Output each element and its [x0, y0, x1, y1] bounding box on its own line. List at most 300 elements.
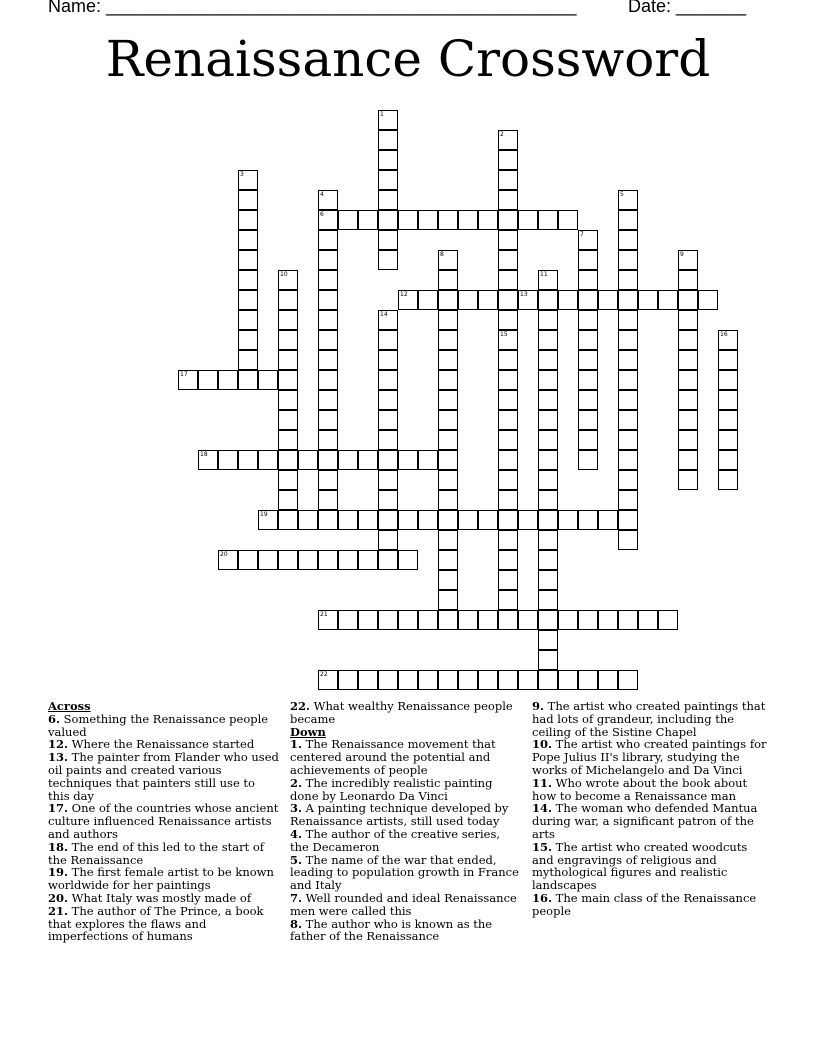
clue-number: 19	[260, 511, 268, 518]
grid-cell[interactable]	[358, 450, 378, 470]
grid-cell[interactable]	[278, 350, 298, 370]
clue-number-label: 13.	[48, 750, 69, 765]
grid-cell[interactable]	[578, 510, 598, 530]
grid-cell[interactable]	[498, 510, 518, 530]
grid-cell[interactable]	[618, 250, 638, 270]
grid-cell[interactable]	[278, 430, 298, 450]
grid-cell[interactable]	[378, 150, 398, 170]
clue-down-3: 3. A painting technique developed by Renaissance artists, still used today	[290, 801, 509, 829]
clue-number-label: 14.	[532, 801, 553, 816]
grid-cell[interactable]	[498, 190, 518, 210]
grid-cell[interactable]	[438, 410, 458, 430]
grid-cell[interactable]	[438, 610, 458, 630]
grid-cell[interactable]	[578, 350, 598, 370]
grid-cell[interactable]	[458, 210, 478, 230]
grid-cell[interactable]	[318, 490, 338, 510]
grid-cell[interactable]	[518, 210, 538, 230]
clue-down-7: 7. Well rounded and ideal Renaissance men were called this	[290, 890, 517, 918]
grid-cell[interactable]	[598, 610, 618, 630]
grid-cell[interactable]	[258, 370, 278, 390]
grid-cell[interactable]	[238, 270, 258, 290]
grid-cell[interactable]	[238, 170, 258, 190]
clue-number: 7	[580, 231, 584, 238]
date-field[interactable]: Date: _______	[628, 0, 747, 16]
grid-cell[interactable]	[578, 310, 598, 330]
grid-cell[interactable]	[498, 290, 518, 310]
grid-cell[interactable]	[398, 450, 418, 470]
grid-cell[interactable]	[438, 250, 458, 270]
grid-cell[interactable]	[518, 290, 538, 310]
grid-cell[interactable]	[598, 510, 618, 530]
clue-number-label: 11.	[532, 775, 553, 790]
clue-number-label: 5.	[290, 852, 303, 867]
grid-cell[interactable]	[498, 330, 518, 350]
grid-cell[interactable]	[378, 350, 398, 370]
grid-cell[interactable]	[378, 470, 398, 490]
grid-cell[interactable]	[538, 670, 558, 690]
grid-cell[interactable]	[378, 510, 398, 530]
grid-cell[interactable]	[438, 370, 458, 390]
grid-cell[interactable]	[498, 570, 518, 590]
grid-cell[interactable]	[478, 670, 498, 690]
clue-number-label: 20.	[48, 890, 69, 905]
grid-cell[interactable]	[378, 230, 398, 250]
grid-cell[interactable]	[438, 270, 458, 290]
grid-cell[interactable]	[438, 450, 458, 470]
grid-cell[interactable]	[278, 410, 298, 430]
grid-cell[interactable]	[438, 570, 458, 590]
grid-cell[interactable]	[498, 310, 518, 330]
grid-cell[interactable]	[418, 610, 438, 630]
grid-cell[interactable]	[418, 450, 438, 470]
grid-cell[interactable]	[538, 510, 558, 530]
grid-cell[interactable]	[618, 210, 638, 230]
grid-cell[interactable]	[538, 430, 558, 450]
grid-cell[interactable]	[538, 370, 558, 390]
grid-cell[interactable]	[678, 270, 698, 290]
grid-cell[interactable]	[498, 350, 518, 370]
grid-cell[interactable]	[578, 610, 598, 630]
grid-cell[interactable]	[378, 530, 398, 550]
grid-cell[interactable]	[498, 550, 518, 570]
grid-cell[interactable]	[678, 370, 698, 390]
grid-cell[interactable]	[518, 510, 538, 530]
grid-cell[interactable]	[238, 450, 258, 470]
grid-cell[interactable]	[678, 430, 698, 450]
grid-cell[interactable]	[618, 510, 638, 530]
clue-number-label: 10.	[532, 737, 553, 752]
grid-cell[interactable]	[438, 350, 458, 370]
grid-cell[interactable]	[418, 290, 438, 310]
grid-cell[interactable]	[318, 230, 338, 250]
grid-cell[interactable]	[678, 250, 698, 270]
grid-cell[interactable]	[218, 550, 238, 570]
grid-cell[interactable]	[498, 610, 518, 630]
clue-number-label: 8.	[290, 916, 303, 931]
grid-cell[interactable]	[438, 430, 458, 450]
grid-cell[interactable]	[638, 610, 658, 630]
grid-cell[interactable]	[678, 290, 698, 310]
grid-cell[interactable]	[318, 470, 338, 490]
grid-cell[interactable]	[278, 310, 298, 330]
grid-cell[interactable]	[338, 670, 358, 690]
grid-cell[interactable]	[498, 530, 518, 550]
grid-cell[interactable]	[658, 610, 678, 630]
grid-cell[interactable]	[438, 530, 458, 550]
grid-cell[interactable]	[398, 550, 418, 570]
grid-cell[interactable]	[378, 330, 398, 350]
grid-cell[interactable]	[538, 330, 558, 350]
clue-number-label: 16.	[532, 890, 553, 905]
clue-number: 10	[280, 271, 288, 278]
grid-cell[interactable]	[558, 510, 578, 530]
grid-cell[interactable]	[498, 170, 518, 190]
grid-cell[interactable]	[238, 190, 258, 210]
grid-cell[interactable]	[718, 390, 738, 410]
grid-cell[interactable]	[518, 610, 538, 630]
grid-cell[interactable]	[618, 350, 638, 370]
clue-number-label: 3.	[290, 801, 303, 816]
grid-cell[interactable]	[618, 370, 638, 390]
grid-cell[interactable]	[618, 450, 638, 470]
grid-cell[interactable]	[538, 590, 558, 610]
grid-cell[interactable]	[378, 210, 398, 230]
grid-cell[interactable]	[538, 650, 558, 670]
grid-cell[interactable]	[618, 490, 638, 510]
grid-cell[interactable]	[678, 390, 698, 410]
grid-cell[interactable]	[718, 330, 738, 350]
grid-cell[interactable]	[398, 610, 418, 630]
clue-down-10: 10. The artist who created paintings for Pope Julius II's library, studying the works of Michelangelo and Da Vinci	[532, 737, 767, 777]
grid-cell[interactable]	[538, 310, 558, 330]
grid-cell[interactable]	[358, 510, 378, 530]
grid-cell[interactable]	[618, 610, 638, 630]
grid-cell[interactable]	[538, 390, 558, 410]
grid-cell[interactable]	[458, 510, 478, 530]
grid-cell[interactable]	[318, 550, 338, 570]
clue-number-label: 1.	[290, 737, 303, 752]
grid-cell[interactable]	[318, 190, 338, 210]
grid-cell[interactable]	[378, 190, 398, 210]
grid-cell[interactable]	[538, 210, 558, 230]
grid-cell[interactable]	[418, 670, 438, 690]
clue-number-label: 4.	[290, 826, 303, 841]
grid-cell[interactable]	[318, 510, 338, 530]
across-heading: Across	[48, 699, 91, 713]
grid-cell[interactable]	[458, 670, 478, 690]
grid-cell[interactable]	[538, 270, 558, 290]
name-field[interactable]: Name: _______________________________________________	[48, 0, 577, 16]
clues-column-3	[532, 700, 772, 918]
grid-cell[interactable]	[378, 130, 398, 150]
grid-cell[interactable]	[618, 270, 638, 290]
grid-cell[interactable]	[538, 630, 558, 650]
grid-cell[interactable]	[438, 590, 458, 610]
grid-cell[interactable]	[278, 450, 298, 470]
grid-cell[interactable]	[438, 510, 458, 530]
grid-cell[interactable]	[538, 410, 558, 430]
grid-cell[interactable]	[398, 510, 418, 530]
grid-cell[interactable]	[338, 510, 358, 530]
grid-cell[interactable]	[378, 310, 398, 330]
clue-number-label: 22.	[290, 699, 311, 713]
grid-cell[interactable]	[498, 470, 518, 490]
grid-cell[interactable]	[318, 310, 338, 330]
grid-cell[interactable]	[298, 510, 318, 530]
grid-cell[interactable]	[498, 230, 518, 250]
grid-cell[interactable]	[618, 530, 638, 550]
grid-cell[interactable]	[618, 390, 638, 410]
grid-cell[interactable]	[378, 670, 398, 690]
grid-cell[interactable]	[538, 350, 558, 370]
grid-cell[interactable]	[278, 290, 298, 310]
grid-cell[interactable]	[478, 510, 498, 530]
grid-cell[interactable]	[498, 150, 518, 170]
grid-cell[interactable]	[278, 470, 298, 490]
grid-cell[interactable]	[578, 290, 598, 310]
grid-cell[interactable]	[578, 270, 598, 290]
grid-cell[interactable]	[538, 450, 558, 470]
grid-cell[interactable]	[698, 290, 718, 310]
grid-cell[interactable]	[498, 410, 518, 430]
grid-cell[interactable]	[478, 210, 498, 230]
grid-cell[interactable]	[678, 350, 698, 370]
page-title: Renaissance Crossword	[105, 30, 711, 88]
grid-cell[interactable]	[538, 290, 558, 310]
grid-cell[interactable]	[718, 370, 738, 390]
clue-number: 16	[720, 331, 728, 338]
grid-cell[interactable]	[318, 330, 338, 350]
grid-cell[interactable]	[358, 550, 378, 570]
grid-cell[interactable]	[358, 210, 378, 230]
grid-cell[interactable]	[538, 490, 558, 510]
grid-cell[interactable]	[318, 430, 338, 450]
clue-down-4: 4. The author of the creative series, the Decameron	[290, 826, 501, 854]
grid-cell[interactable]	[498, 490, 518, 510]
grid-cell[interactable]	[438, 310, 458, 330]
grid-cell[interactable]	[198, 370, 218, 390]
grid-cell[interactable]	[378, 450, 398, 470]
grid-cell[interactable]	[598, 670, 618, 690]
grid-cell[interactable]	[618, 670, 638, 690]
grid-cell[interactable]	[378, 490, 398, 510]
grid-cell[interactable]	[278, 390, 298, 410]
grid-cell[interactable]	[438, 670, 458, 690]
grid-cell[interactable]	[578, 230, 598, 250]
grid-cell[interactable]	[538, 550, 558, 570]
grid-cell[interactable]	[238, 310, 258, 330]
clue-across-20: 20. What Italy was mostly made of	[48, 890, 252, 905]
grid-cell[interactable]	[658, 290, 678, 310]
grid-cell[interactable]	[398, 670, 418, 690]
grid-cell[interactable]	[678, 310, 698, 330]
clue-number: 15	[500, 331, 508, 338]
grid-cell[interactable]	[318, 410, 338, 430]
grid-cell[interactable]	[238, 350, 258, 370]
grid-cell[interactable]	[418, 210, 438, 230]
grid-cell[interactable]	[498, 250, 518, 270]
grid-cell[interactable]	[438, 210, 458, 230]
grid-cell[interactable]	[378, 610, 398, 630]
grid-cell[interactable]	[498, 390, 518, 410]
grid-cell[interactable]	[318, 390, 338, 410]
clue-number: 4	[320, 191, 324, 198]
clue-down-16: 16. The main class of the Renaissance people	[532, 890, 757, 918]
grid-cell[interactable]	[498, 450, 518, 470]
grid-cell[interactable]	[538, 570, 558, 590]
grid-cell[interactable]	[318, 670, 338, 690]
grid-cell[interactable]	[338, 550, 358, 570]
grid-cell[interactable]	[258, 510, 278, 530]
grid-cell[interactable]	[358, 610, 378, 630]
grid-cell[interactable]	[618, 190, 638, 210]
grid-cell[interactable]	[298, 450, 318, 470]
clue-number-label: 6.	[48, 711, 61, 726]
grid-cell[interactable]	[598, 290, 618, 310]
grid-cell[interactable]	[378, 250, 398, 270]
grid-cell[interactable]	[638, 290, 658, 310]
grid-cell[interactable]	[378, 390, 398, 410]
clue-number: 17	[180, 371, 188, 378]
grid-cell[interactable]	[318, 610, 338, 630]
grid-cell[interactable]	[558, 290, 578, 310]
grid-cell[interactable]	[578, 450, 598, 470]
grid-cell[interactable]	[338, 610, 358, 630]
grid-cell[interactable]	[458, 610, 478, 630]
grid-cell[interactable]	[558, 210, 578, 230]
grid-cell[interactable]	[458, 290, 478, 310]
grid-cell[interactable]	[378, 430, 398, 450]
grid-cell[interactable]	[578, 410, 598, 430]
grid-cell[interactable]	[338, 450, 358, 470]
clues-column-1	[48, 700, 280, 943]
grid-cell[interactable]	[278, 550, 298, 570]
clue-number: 1	[380, 111, 384, 118]
grid-cell[interactable]	[498, 590, 518, 610]
grid-cell[interactable]	[578, 430, 598, 450]
grid-cell[interactable]	[618, 290, 638, 310]
grid-cell[interactable]	[618, 310, 638, 330]
grid-cell[interactable]	[238, 550, 258, 570]
grid-cell[interactable]	[498, 130, 518, 150]
grid-cell[interactable]	[378, 550, 398, 570]
grid-cell[interactable]	[378, 110, 398, 130]
grid-cell[interactable]	[238, 230, 258, 250]
grid-cell[interactable]	[238, 250, 258, 270]
grid-cell[interactable]	[198, 450, 218, 470]
grid-cell[interactable]	[498, 270, 518, 290]
grid-cell[interactable]	[178, 370, 198, 390]
grid-cell[interactable]	[378, 370, 398, 390]
clue-across-22: 22. What wealthy Renaissance people became	[290, 699, 513, 726]
grid-cell[interactable]	[578, 390, 598, 410]
grid-cell[interactable]	[718, 410, 738, 430]
grid-cell[interactable]	[278, 270, 298, 290]
grid-cell[interactable]	[218, 370, 238, 390]
grid-cell[interactable]	[578, 330, 598, 350]
grid-cell[interactable]	[438, 330, 458, 350]
grid-cell[interactable]	[718, 350, 738, 370]
grid-cell[interactable]	[618, 470, 638, 490]
grid-cell[interactable]	[438, 550, 458, 570]
grid-cell[interactable]	[618, 430, 638, 450]
grid-cell[interactable]	[538, 530, 558, 550]
grid-cell[interactable]	[278, 490, 298, 510]
grid-cell[interactable]	[478, 610, 498, 630]
grid-cell[interactable]	[438, 470, 458, 490]
grid-cell[interactable]	[238, 330, 258, 350]
grid-cell[interactable]	[318, 270, 338, 290]
grid-cell[interactable]	[258, 550, 278, 570]
grid-cell[interactable]	[498, 670, 518, 690]
grid-cell[interactable]	[278, 330, 298, 350]
grid-cell[interactable]	[278, 370, 298, 390]
grid-cell[interactable]	[238, 290, 258, 310]
grid-cell[interactable]	[718, 470, 738, 490]
grid-cell[interactable]	[378, 170, 398, 190]
grid-cell[interactable]	[218, 450, 238, 470]
grid-cell[interactable]	[298, 550, 318, 570]
grid-cell[interactable]	[358, 670, 378, 690]
grid-cell[interactable]	[518, 670, 538, 690]
grid-cell[interactable]	[678, 330, 698, 350]
clues-column-2	[290, 700, 522, 943]
grid-cell[interactable]	[278, 510, 298, 530]
grid-cell[interactable]	[558, 610, 578, 630]
grid-cell[interactable]	[318, 370, 338, 390]
clue-number: 2	[500, 131, 504, 138]
grid-cell[interactable]	[318, 290, 338, 310]
grid-cell[interactable]	[578, 370, 598, 390]
grid-cell[interactable]	[438, 290, 458, 310]
grid-cell[interactable]	[398, 290, 418, 310]
clue-across-19: 19. The first female artist to be known worldwide for her paintings	[48, 865, 274, 893]
grid-cell[interactable]	[538, 610, 558, 630]
grid-cell[interactable]	[438, 390, 458, 410]
clue-number-label: 17.	[48, 801, 69, 816]
clue-down-11: 11. Who wrote about the book about how to become a Renaissance man	[532, 775, 748, 803]
grid-cell[interactable]	[498, 210, 518, 230]
grid-cell[interactable]	[338, 210, 358, 230]
grid-cell[interactable]	[238, 370, 258, 390]
grid-cell[interactable]	[318, 350, 338, 370]
grid-cell[interactable]	[318, 450, 338, 470]
grid-cell[interactable]	[618, 330, 638, 350]
grid-cell[interactable]	[578, 250, 598, 270]
grid-cell[interactable]	[558, 670, 578, 690]
grid-cell[interactable]	[718, 430, 738, 450]
grid-cell[interactable]	[678, 450, 698, 470]
grid-cell[interactable]	[578, 670, 598, 690]
grid-cell[interactable]	[618, 230, 638, 250]
grid-cell[interactable]	[438, 490, 458, 510]
grid-cell[interactable]	[718, 450, 738, 470]
grid-cell[interactable]	[238, 210, 258, 230]
grid-cell[interactable]	[538, 470, 558, 490]
grid-cell[interactable]	[678, 410, 698, 430]
grid-cell[interactable]	[678, 470, 698, 490]
grid-cell[interactable]	[258, 450, 278, 470]
grid-cell[interactable]	[478, 290, 498, 310]
grid-cell[interactable]	[418, 510, 438, 530]
grid-cell[interactable]	[378, 410, 398, 430]
grid-cell[interactable]	[498, 370, 518, 390]
grid-cell[interactable]	[318, 250, 338, 270]
grid-cell[interactable]	[398, 210, 418, 230]
grid-cell[interactable]	[498, 430, 518, 450]
grid-cell[interactable]	[618, 410, 638, 430]
grid-cell[interactable]	[318, 210, 338, 230]
